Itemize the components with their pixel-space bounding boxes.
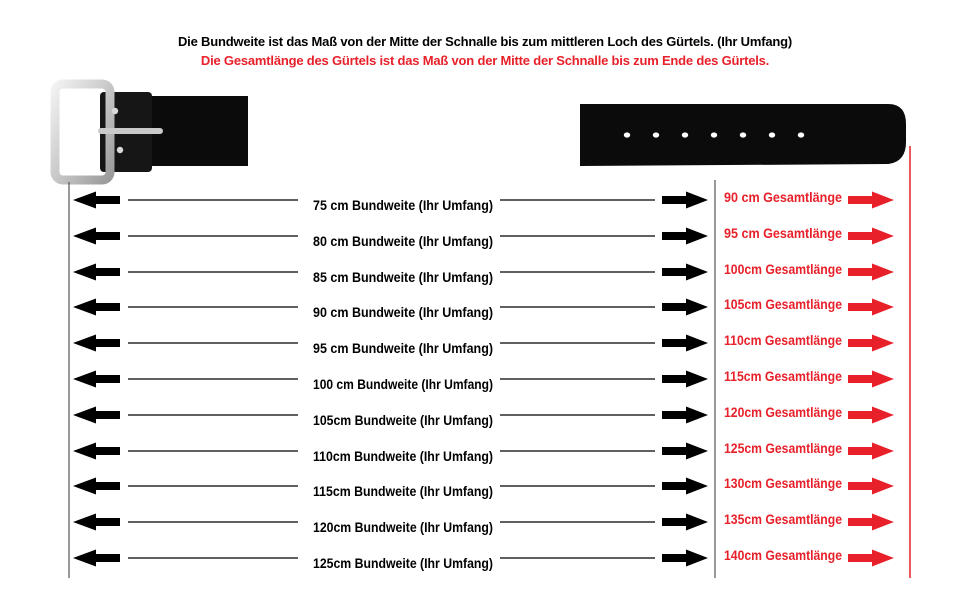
total-length-label: 110cm Gesamtlänge [724, 332, 843, 348]
belt-tail-end [580, 104, 906, 166]
arrow-right-icon [662, 299, 708, 316]
size-rows [73, 189, 894, 571]
size-row [73, 475, 894, 499]
size-row [73, 404, 894, 428]
belt-hole [624, 132, 630, 137]
arrow-right-icon [662, 335, 708, 352]
arrow-right-red-icon [848, 264, 894, 281]
arrow-right-icon [662, 514, 708, 531]
total-length-label: 105cm Gesamtlänge [724, 296, 843, 312]
total-length-label: 120cm Gesamtlänge [724, 404, 843, 420]
arrow-right-red-icon [848, 228, 894, 245]
arrow-left-icon [73, 299, 120, 316]
arrow-right-icon [662, 371, 708, 388]
belt-buckle-end [55, 84, 248, 180]
arrow-right-icon [662, 407, 708, 424]
arrow-right-red-icon [848, 478, 894, 495]
belt-hole [740, 132, 746, 137]
waist-size-label: 115cm Bundweite (Ihr Umfang) [313, 483, 493, 499]
total-length-label: 100cm Gesamtlänge [724, 261, 843, 277]
size-row [73, 296, 894, 320]
arrow-left-icon [73, 371, 120, 388]
rivet-top [112, 108, 118, 114]
waist-size-label: 85 cm Bundweite (Ihr Umfang) [313, 269, 493, 285]
arrow-left-icon [73, 407, 120, 424]
arrow-right-red-icon [848, 550, 894, 567]
arrow-left-icon [73, 514, 120, 531]
arrow-right-icon [662, 264, 708, 281]
arrow-left-icon [73, 478, 120, 495]
arrow-right-red-icon [848, 192, 894, 209]
belt-hole [653, 132, 659, 137]
total-length-label: 95 cm Gesamtlänge [724, 225, 843, 241]
arrow-left-icon [73, 550, 120, 567]
total-length-label: 130cm Gesamtlänge [724, 475, 843, 491]
total-length-label: 90 cm Gesamtlänge [724, 189, 843, 205]
arrow-right-red-icon [848, 514, 894, 531]
arrow-left-icon [73, 335, 120, 352]
arrow-left-icon [73, 192, 120, 209]
arrow-right-icon [662, 192, 708, 209]
size-row [73, 511, 894, 535]
arrow-right-red-icon [848, 371, 894, 388]
belt-hole [769, 132, 775, 137]
waist-size-label: 80 cm Bundweite (Ihr Umfang) [313, 233, 493, 249]
size-row [73, 189, 894, 213]
arrow-right-icon [662, 478, 708, 495]
waist-size-label: 100 cm Bundweite (Ihr Umfang) [313, 376, 493, 392]
waist-size-label: 75 cm Bundweite (Ihr Umfang) [313, 197, 493, 213]
size-row [73, 332, 894, 356]
total-length-label: 125cm Gesamtlänge [724, 440, 843, 456]
arrow-right-red-icon [848, 335, 894, 352]
size-row [73, 440, 894, 464]
size-row [73, 368, 894, 392]
belt-hole [682, 132, 688, 137]
arrow-left-icon [73, 443, 120, 460]
header-total-length-definition: Die Gesamtlänge des Gürtels ist das Maß von der Mitte der Schnalle bis zum Ende des Gürtels. [200, 53, 770, 68]
waist-size-label: 120cm Bundweite (Ihr Umfang) [313, 519, 493, 535]
belt-hole [798, 132, 804, 137]
total-length-label: 140cm Gesamtlänge [724, 547, 843, 563]
arrow-left-icon [73, 228, 120, 245]
waist-size-label: 110cm Bundweite (Ihr Umfang) [313, 448, 493, 464]
total-length-label: 115cm Gesamtlänge [724, 368, 843, 384]
arrow-right-red-icon [848, 299, 894, 316]
size-row [73, 547, 894, 571]
arrow-right-red-icon [848, 407, 894, 424]
waist-size-label: 125cm Bundweite (Ihr Umfang) [313, 555, 493, 571]
arrow-right-icon [662, 443, 708, 460]
rivet-bottom [117, 147, 123, 153]
size-row [73, 261, 894, 285]
waist-size-label: 90 cm Bundweite (Ihr Umfang) [313, 304, 493, 320]
arrow-left-icon [73, 264, 120, 281]
arrow-right-icon [662, 550, 708, 567]
header-waist-definition: Die Bundweite ist das Maß von der Mitte der Schnalle bis zum mittleren Loch des Gürtels. (Ihr Umfang) [177, 34, 792, 49]
size-row [73, 225, 894, 249]
total-length-label: 135cm Gesamtlänge [724, 511, 843, 527]
buckle-prong [98, 128, 163, 134]
waist-size-label: 95 cm Bundweite (Ihr Umfang) [313, 340, 493, 356]
arrow-right-icon [662, 228, 708, 245]
arrow-right-red-icon [848, 443, 894, 460]
belt-hole [711, 132, 717, 137]
waist-size-label: 105cm Bundweite (Ihr Umfang) [313, 412, 493, 428]
